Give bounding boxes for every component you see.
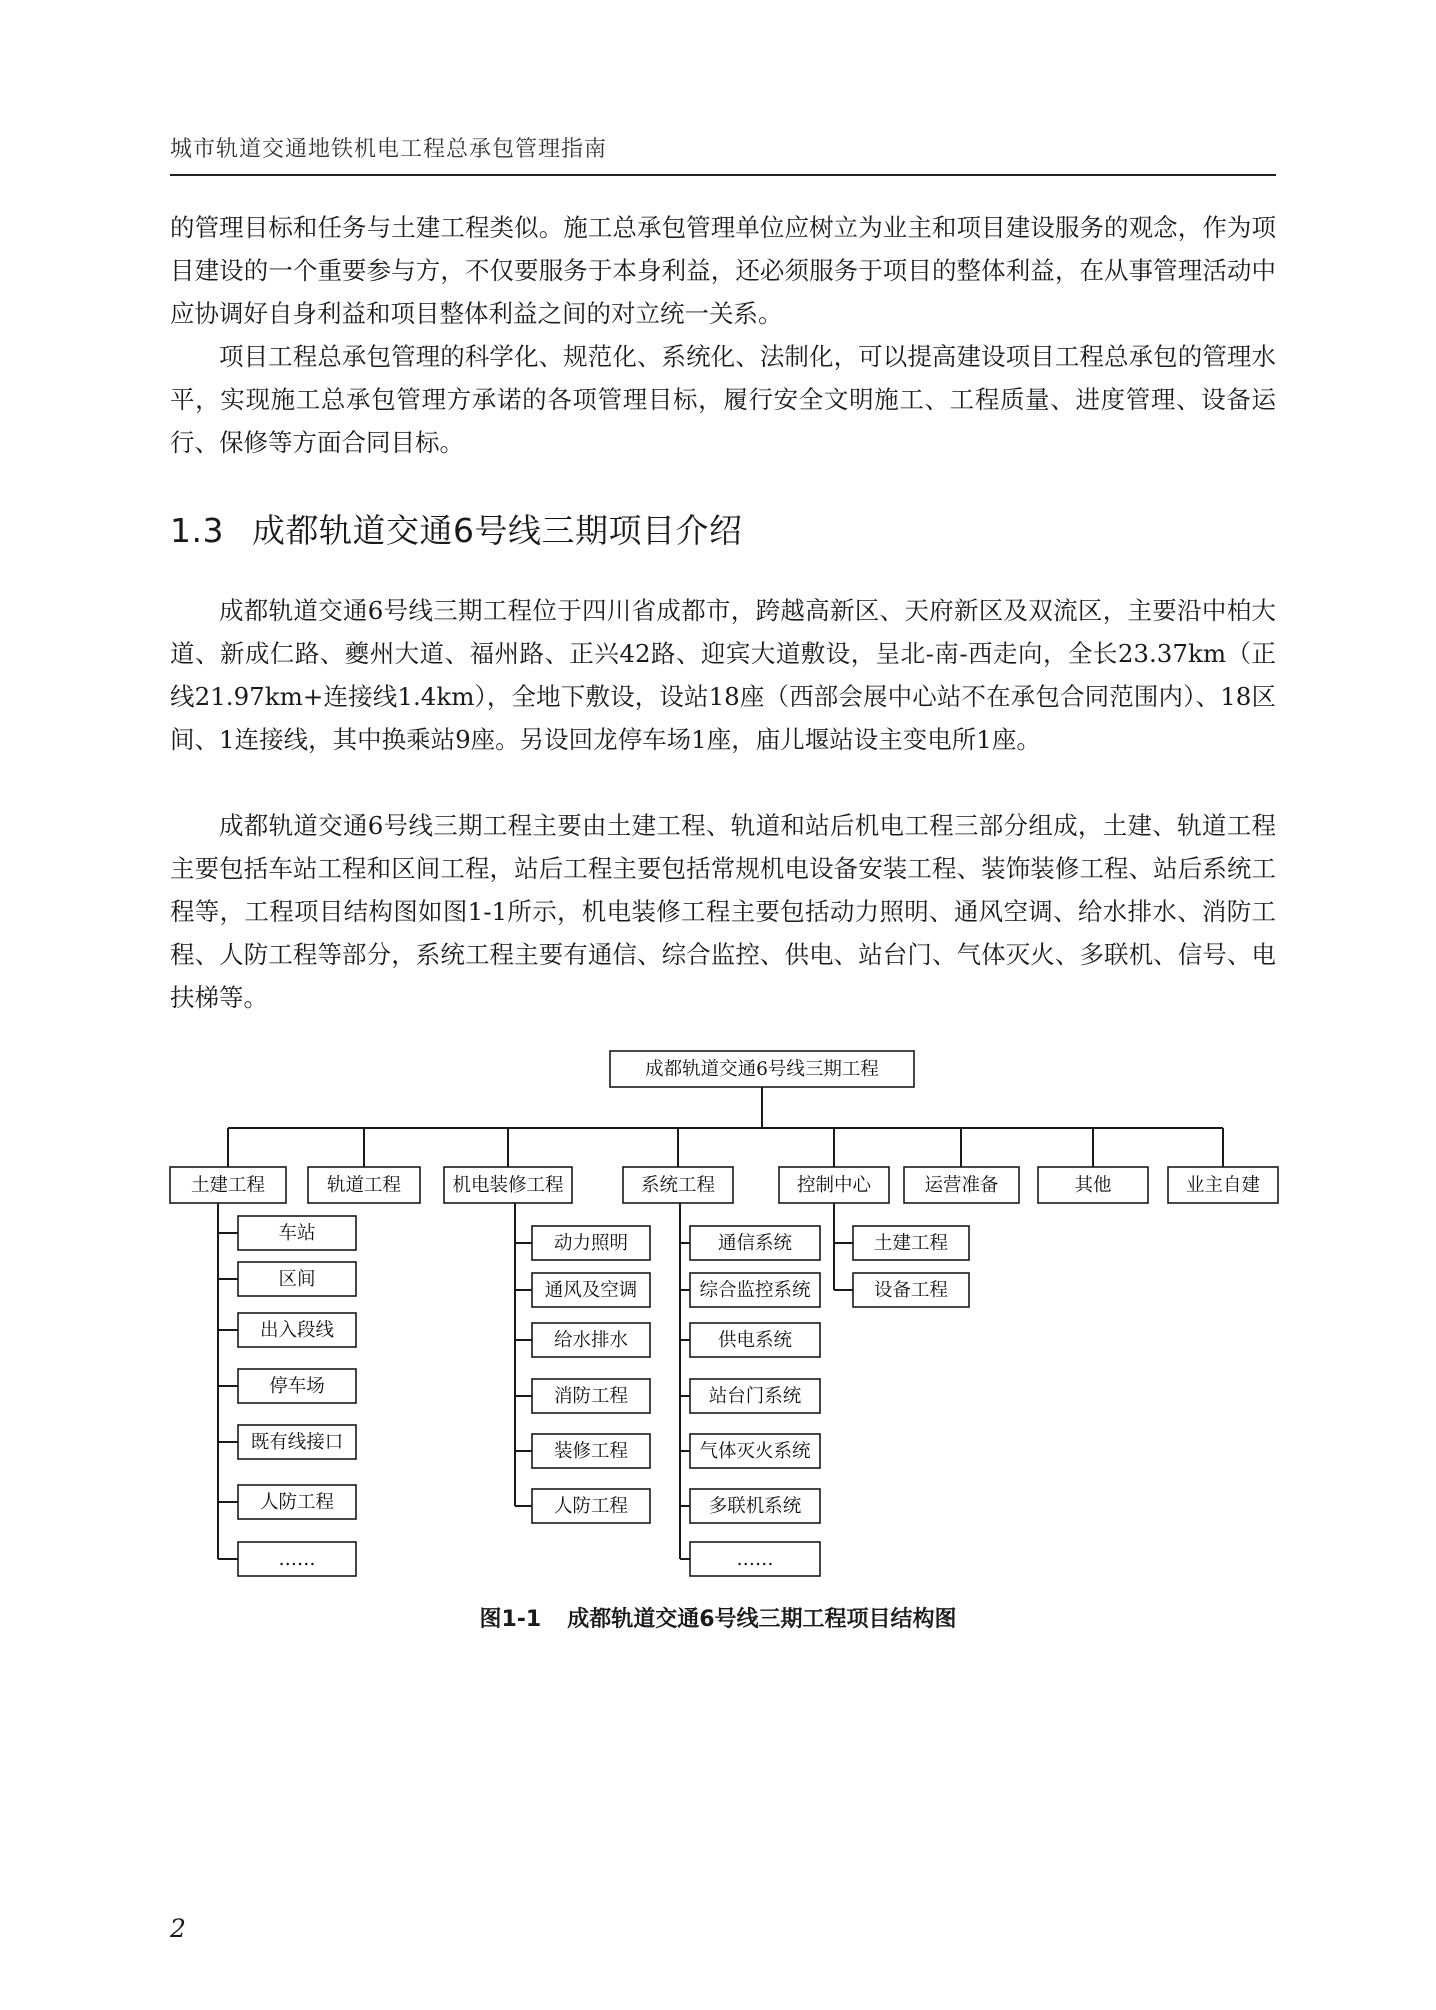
branch-4-child-4-label: 站台门系统 [708,1386,802,1407]
page-number: 2 [170,1914,186,1943]
branch-1-child-4-label: 停车场 [269,1376,325,1397]
branch-3-child-5-label: 装修工程 [553,1441,629,1462]
branch-1-child-5-label: 既有线接口 [250,1432,344,1453]
branch-4-child-3-label: 供电系统 [717,1330,793,1351]
intro-paragraph-1: 的管理目标和任务与土建工程类似。施工总承包管理单位应树立为业主和项目建设服务的观念，作为项目建设的一个重要参与方，不仅要服务于本身利益，还必须服务于项目的整体利益，在从事管理活动中应协调好自身利益和项目整体利益之间的对立统一关系。 [170,213,1276,328]
branch-5-child-1-label: 土建工程 [873,1233,949,1254]
branch-4-child-7-label: …… [736,1549,774,1570]
branch-3-label: 机电装修工程 [452,1175,564,1196]
figure-caption [0,1602,1436,1633]
branch-4-child-1-label: 通信系统 [717,1233,793,1254]
intro-paragraph-2: 项目工程总承包管理的科学化、规范化、系统化、法制化，可以提高建设项目工程总承包的管理水平，实现施工总承包管理方承诺的各项管理目标，履行安全文明施工、工程质量、进度管理、设备运行、保修等方面合同目标。 [170,342,1276,457]
section-title: 成都轨道交通6号线三期项目介绍 [252,511,743,550]
section-paragraph-1: 成都轨道交通6号线三期工程位于四川省成都市，跨越高新区、天府新区及双流区，主要沿中柏大道、新成仁路、夔州大道、福州路、正兴42路、迎宾大道敷设，呈北-南-西走向，全长23.37km（正线21.97km+连接线1.4km），全地下敷设，设站18座（西部会展中心站不在承包合同范围内）、18区间、1连接线，其中换乘站9座。另设回龙停车场1座，庙儿堰站设主变电所1座。 [170,596,1276,754]
branch-3-child-1-label: 动力照明 [553,1233,629,1254]
section-number: 1.3 [170,511,224,550]
branch-3-child-3-label: 给水排水 [553,1330,629,1351]
branch-1-label: 土建工程 [190,1175,266,1196]
chart-root-label: 成都轨道交通6号线三期工程 [645,1059,879,1080]
branch-5-label: 控制中心 [796,1175,872,1196]
branch-4-child-6-label: 多联机系统 [708,1496,802,1517]
branch-3-child-2-label: 通风及空调 [544,1280,638,1301]
branch-5-child-2-label: 设备工程 [873,1280,949,1301]
branch-1-child-3-label: 出入段线 [259,1320,335,1341]
figure-label: 图1-1 [479,1607,542,1632]
branch-4-child-5-label: 气体灭火系统 [699,1441,811,1462]
branch-4-child-2-label: 综合监控系统 [699,1280,811,1301]
branch-2-label: 轨道工程 [326,1175,402,1196]
branch-1-child-6-label: 人防工程 [259,1492,335,1513]
figure-title: 成都轨道交通6号线三期工程项目结构图 [567,1607,957,1632]
section-paragraph-2: 成都轨道交通6号线三期工程主要由土建工程、轨道和站后机电工程三部分组成，土建、轨道工程主要包括车站工程和区间工程，站后工程主要包括常规机电设备安装工程、装饰装修工程、站后系统工程等，工程项目结构图如图1-1所示，机电装修工程主要包括动力照明、通风空调、给水排水、消防工程、人防工程等部分，系统工程主要有通信、综合监控、供电、站台门、气体灭火、多联机、信号、电扶梯等。 [170,811,1276,1012]
branch-1-child-1-label: 车站 [278,1223,316,1244]
branch-6-label: 运营准备 [924,1175,999,1196]
branch-3-child-4-label: 消防工程 [553,1386,629,1407]
branch-8-label: 业主自建 [1185,1175,1261,1196]
branch-1-child-2-label: 区间 [278,1269,316,1290]
branch-4-label: 系统工程 [640,1175,716,1196]
branch-1-child-7-label: …… [278,1549,316,1570]
running-header: 城市轨道交通地铁机电工程总承包管理指南 [170,137,608,162]
branch-7-label: 其他 [1074,1175,1112,1196]
branch-3-child-6-label: 人防工程 [553,1496,629,1517]
